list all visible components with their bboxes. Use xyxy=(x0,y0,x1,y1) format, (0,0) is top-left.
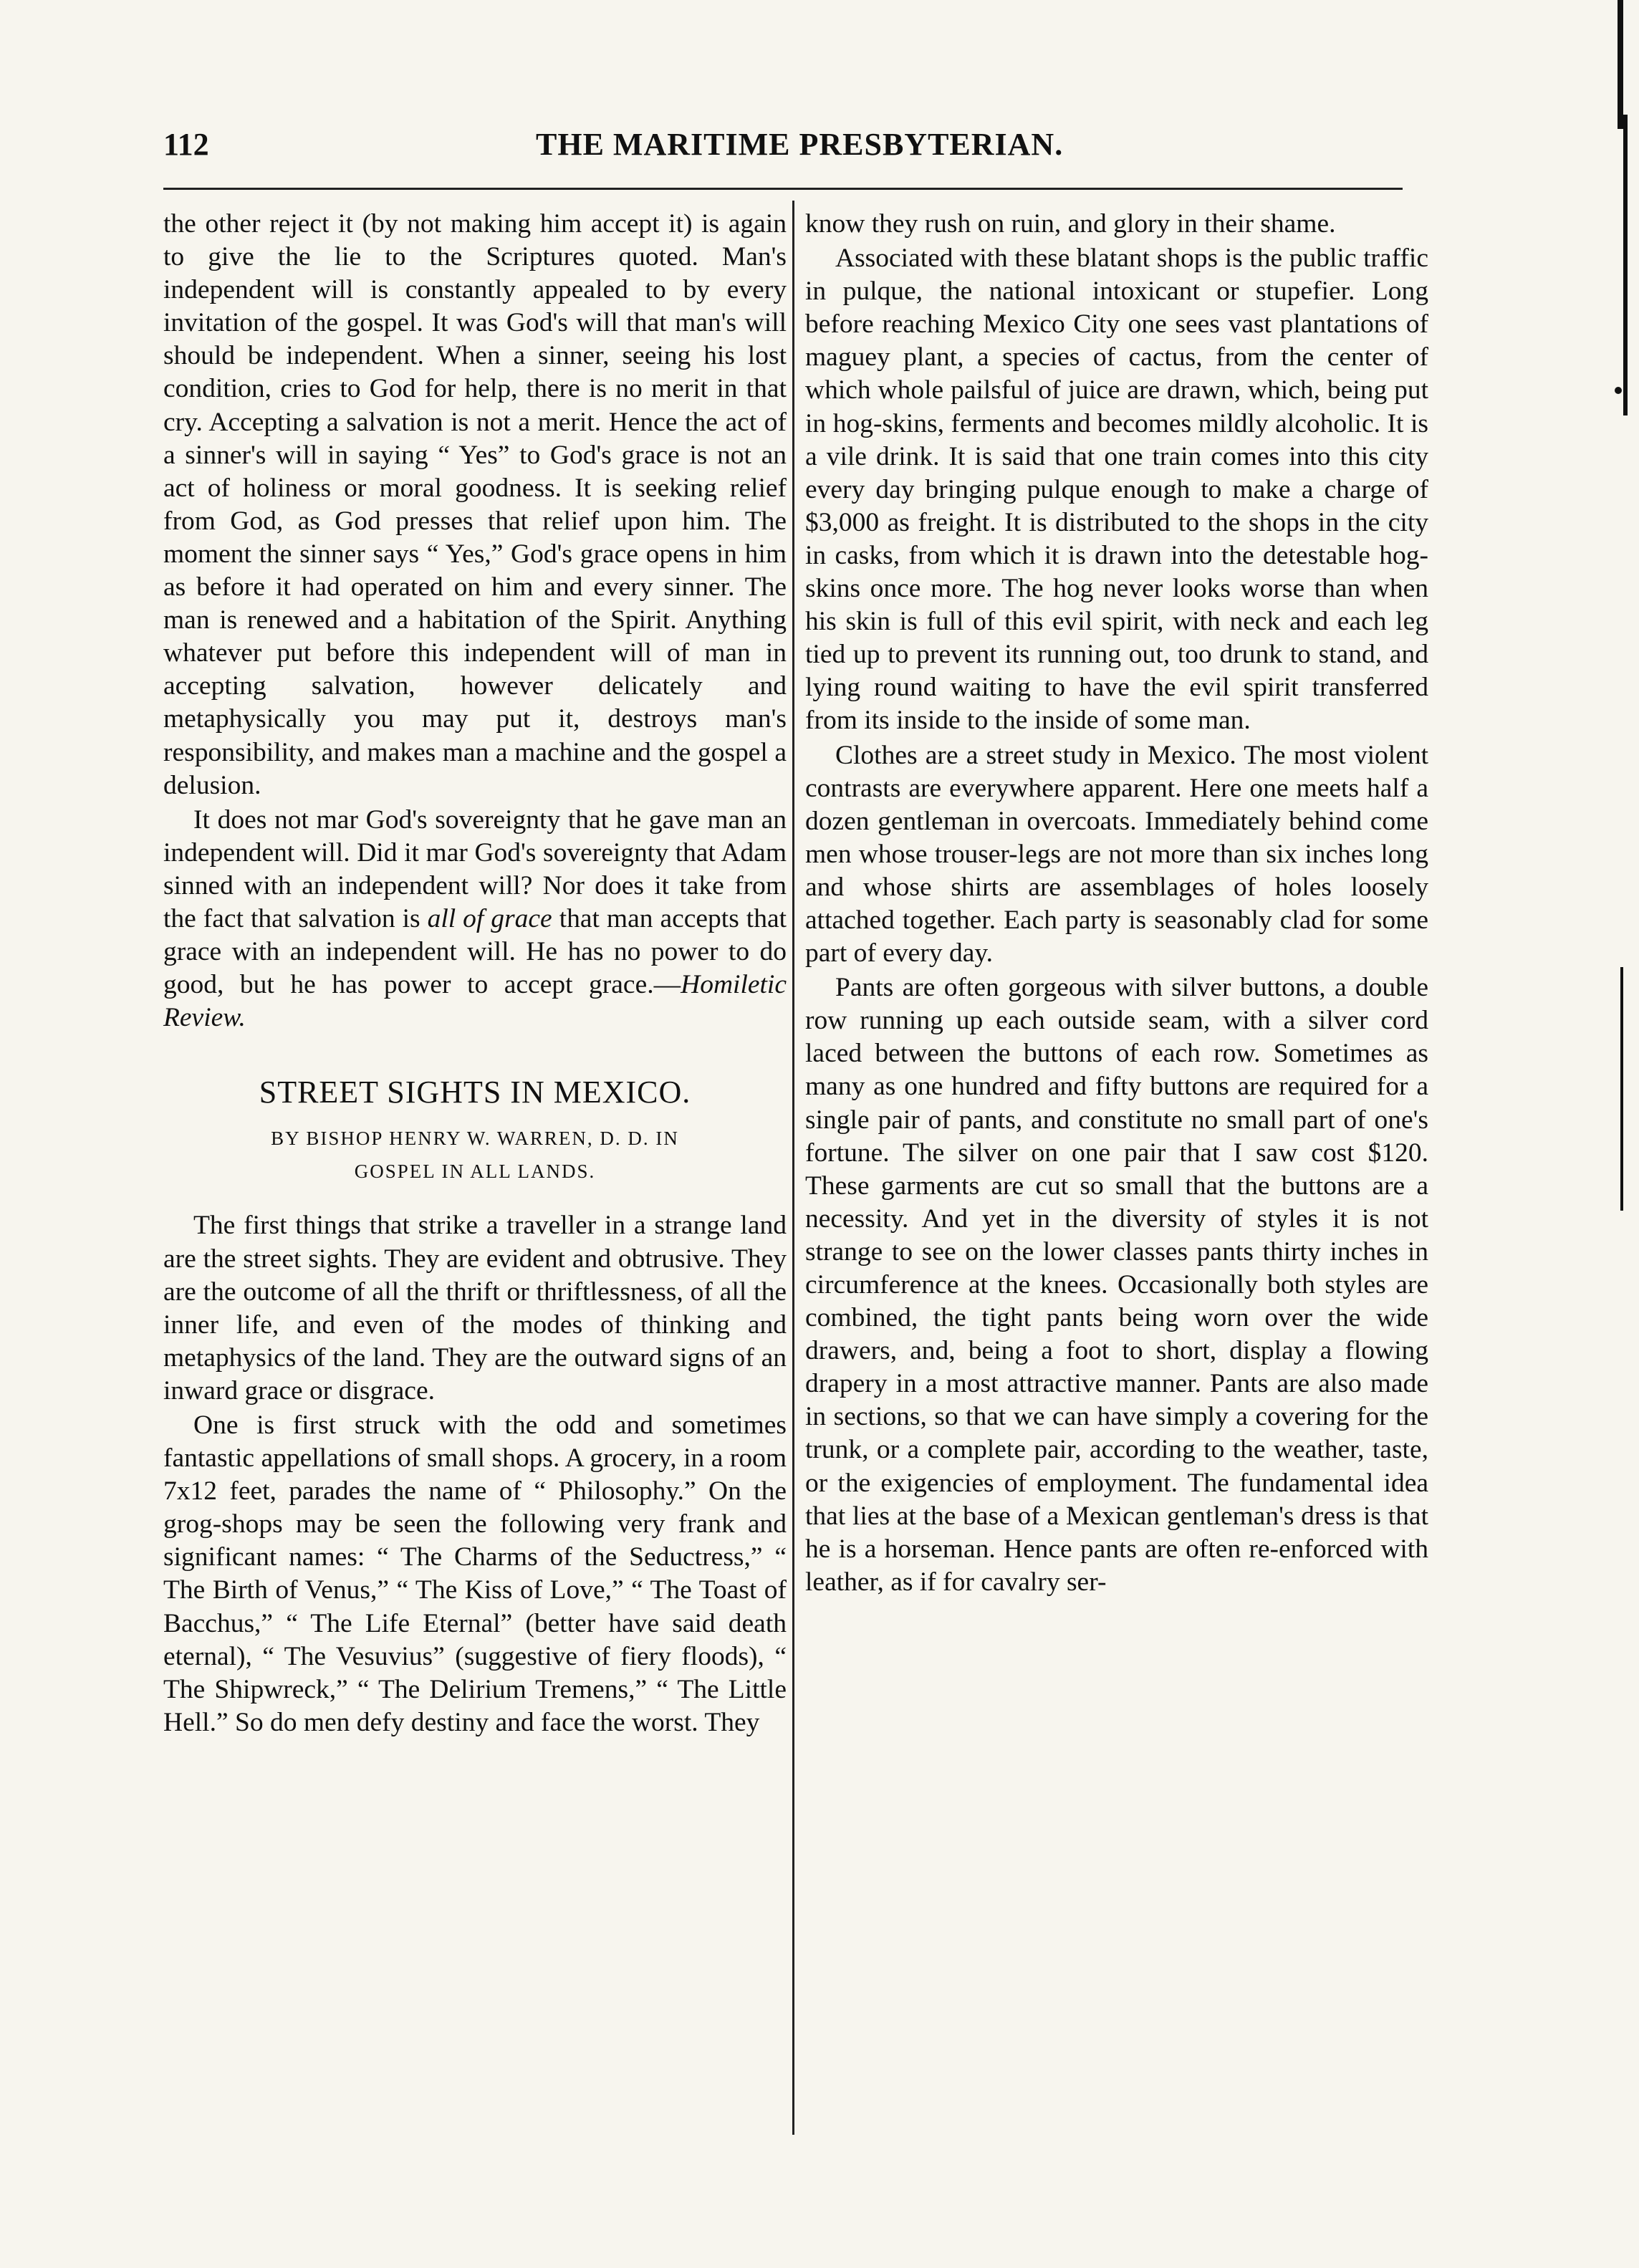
column-divider xyxy=(792,201,794,2135)
byline-line: BY BISHOP HENRY W. WARREN, D. D. IN xyxy=(271,1128,679,1150)
italic-phrase: all of grace xyxy=(427,903,552,933)
source-citation: Homiletic Review. xyxy=(163,970,787,1033)
paragraph-text: It does not mar God's sovereignty that he gave man an independent will. Did it mar God's sovereignty that Adam sinned with an independent will? Nor does it take from the fact that salvation is xyxy=(163,804,787,933)
right-paragraph-3: Clothes are a street study in Mexico. The most violent contrasts are everywhere apparent. Here one meets half a dozen gentleman in overcoats. Immediately behind come men whose trouser-legs are not more than six inches long and whose shirts are assemblages of holes loosely attached together. Each party is seasonably clad for some part of every day. xyxy=(805,740,1428,969)
left-paragraph-4: One is first struck with the odd and sometimes fantastic appellations of small shops. A grocery, in a room 7x12 feet, parades the name of “ Philosophy.” On the grog-shops may be seen the following very frank and significant names: “ The Charms of the Seductress,” “ The Birth of Venus,” “ The Kiss of Love,” “ The Toast of Bacchus,” “ The Life Eternal” (better have said death eternal), “ The Vesuvius” (suggestive of fiery floods), “ The Shipwreck,” “ The Delirium Tremens,” “ The Little Hell.” So do men defy destiny and face the worst. They xyxy=(163,1411,787,1737)
right-paragraph-2: Associated with these blatant shops is the public traffic in pulque, the national intoxicant or stupefier. Long before reaching Mexico City one sees vast plantations of maguey plant, a species of cactus, from the center of which whole pailsful of juice are drawn, which, being put in hog-skins, ferments and becomes mildly alcoholic. It is a vile drink. It is said that one train comes into this city every day bringing pulque enough to make a charge of $3,000 as freight. It is distributed to the shops in the city in casks, from which it is drawn into the detestable hog-skins once more. The hog never looks worse than when his skin is full of this evil spirit, with neck and each leg tied up to prevent its running out, too drunk to stand, and lying round waiting to have the evil spirit transferred from its inside to the inside of some man. xyxy=(805,244,1428,736)
page-number: 112 xyxy=(163,127,209,162)
edge-mark xyxy=(1618,0,1623,129)
edge-mark xyxy=(1620,967,1623,1211)
edge-mark xyxy=(1623,115,1628,415)
publication-title: THE MARITIME PRESBYTERIAN. xyxy=(536,127,1064,162)
page-edge-marks xyxy=(1610,0,1639,2268)
header-rule xyxy=(163,188,1403,190)
left-paragraph-2 xyxy=(163,804,787,1035)
right-paragraph-1: know they rush on ruin, and glory in their shame. xyxy=(805,209,1336,239)
page-header xyxy=(163,126,1403,169)
byline-line: GOSPEL IN ALL LANDS. xyxy=(354,1161,596,1183)
article-title: STREET SIGHTS IN MEXICO. xyxy=(259,1075,691,1110)
paragraph-text: that man accepts that grace with an independent will. He has no power to do good, but he has power to accept grace.— xyxy=(163,903,787,1000)
right-paragraph-4: Pants are often gorgeous with silver buttons, a double row running up each outside seam, with a silver cord laced between the buttons of each row. Sometimes as many as one hundred and fifty buttons are required for a single pair of pants, and constitute no small part of one's fortune. The silver on one pair that I saw cost $120. These garments are cut so small that the buttons are a necessity. And yet in the diversity of styles it is not strange to see on the lower classes pants thirty inches in circumference at the knees. Occasionally both styles are combined, the tight pants being worn over the wide drawers, and, being a foot to short, display a flowing drapery in a most attractive manner. Pants are also made in sections, so that we can have simply a covering for the trunk, or a complete pair, according to the weather, taste, or the exigencies of employment. The fundamental idea that lies at the base of a Mexican gentleman's dress is that he is a horseman. Hence pants are often re-enforced with leather, as if for cavalry ser- xyxy=(805,973,1428,1597)
right-column xyxy=(805,208,1428,1599)
left-paragraph-1: the other reject it (by not making him accept it) is again to give the lie to the Scriptures quoted. Man's independent will is constantly appealed to by every invitation of the gospel. It was God's will that man's will should be independent. When a sinner, seeing his lost condition, cries to God for help, there is no merit in that cry. Accepting a salvation is not a merit. Hence the act of a sinner's will in saying “ Yes” to God's grace is not an act of holiness or moral goodness. It is seeking relief from God, as God presses that relief upon him. The moment the sinner says “ Yes,” God's grace opens in him as before it had operated on him and every sinner. The man is renewed and a habitation of the Spirit. Anything whatever put before this independent will of man in accepting salvation, however delicately and metaphysically you may put it, destroys man's responsibility, and makes man a machine and the gospel a delusion. xyxy=(163,209,787,800)
left-paragraph-3: The first things that strike a traveller in a strange land are the street sights. They are evident and obtrusive. They are the outcome of all the thrift or thriftlessness, of all the inner life, and even of the modes of thinking and metaphysics of the land. They are the outward signs of an inward grace or disgrace. xyxy=(163,1211,787,1406)
edge-dot xyxy=(1615,387,1622,394)
left-column xyxy=(163,208,787,1739)
article-byline xyxy=(163,1122,787,1188)
